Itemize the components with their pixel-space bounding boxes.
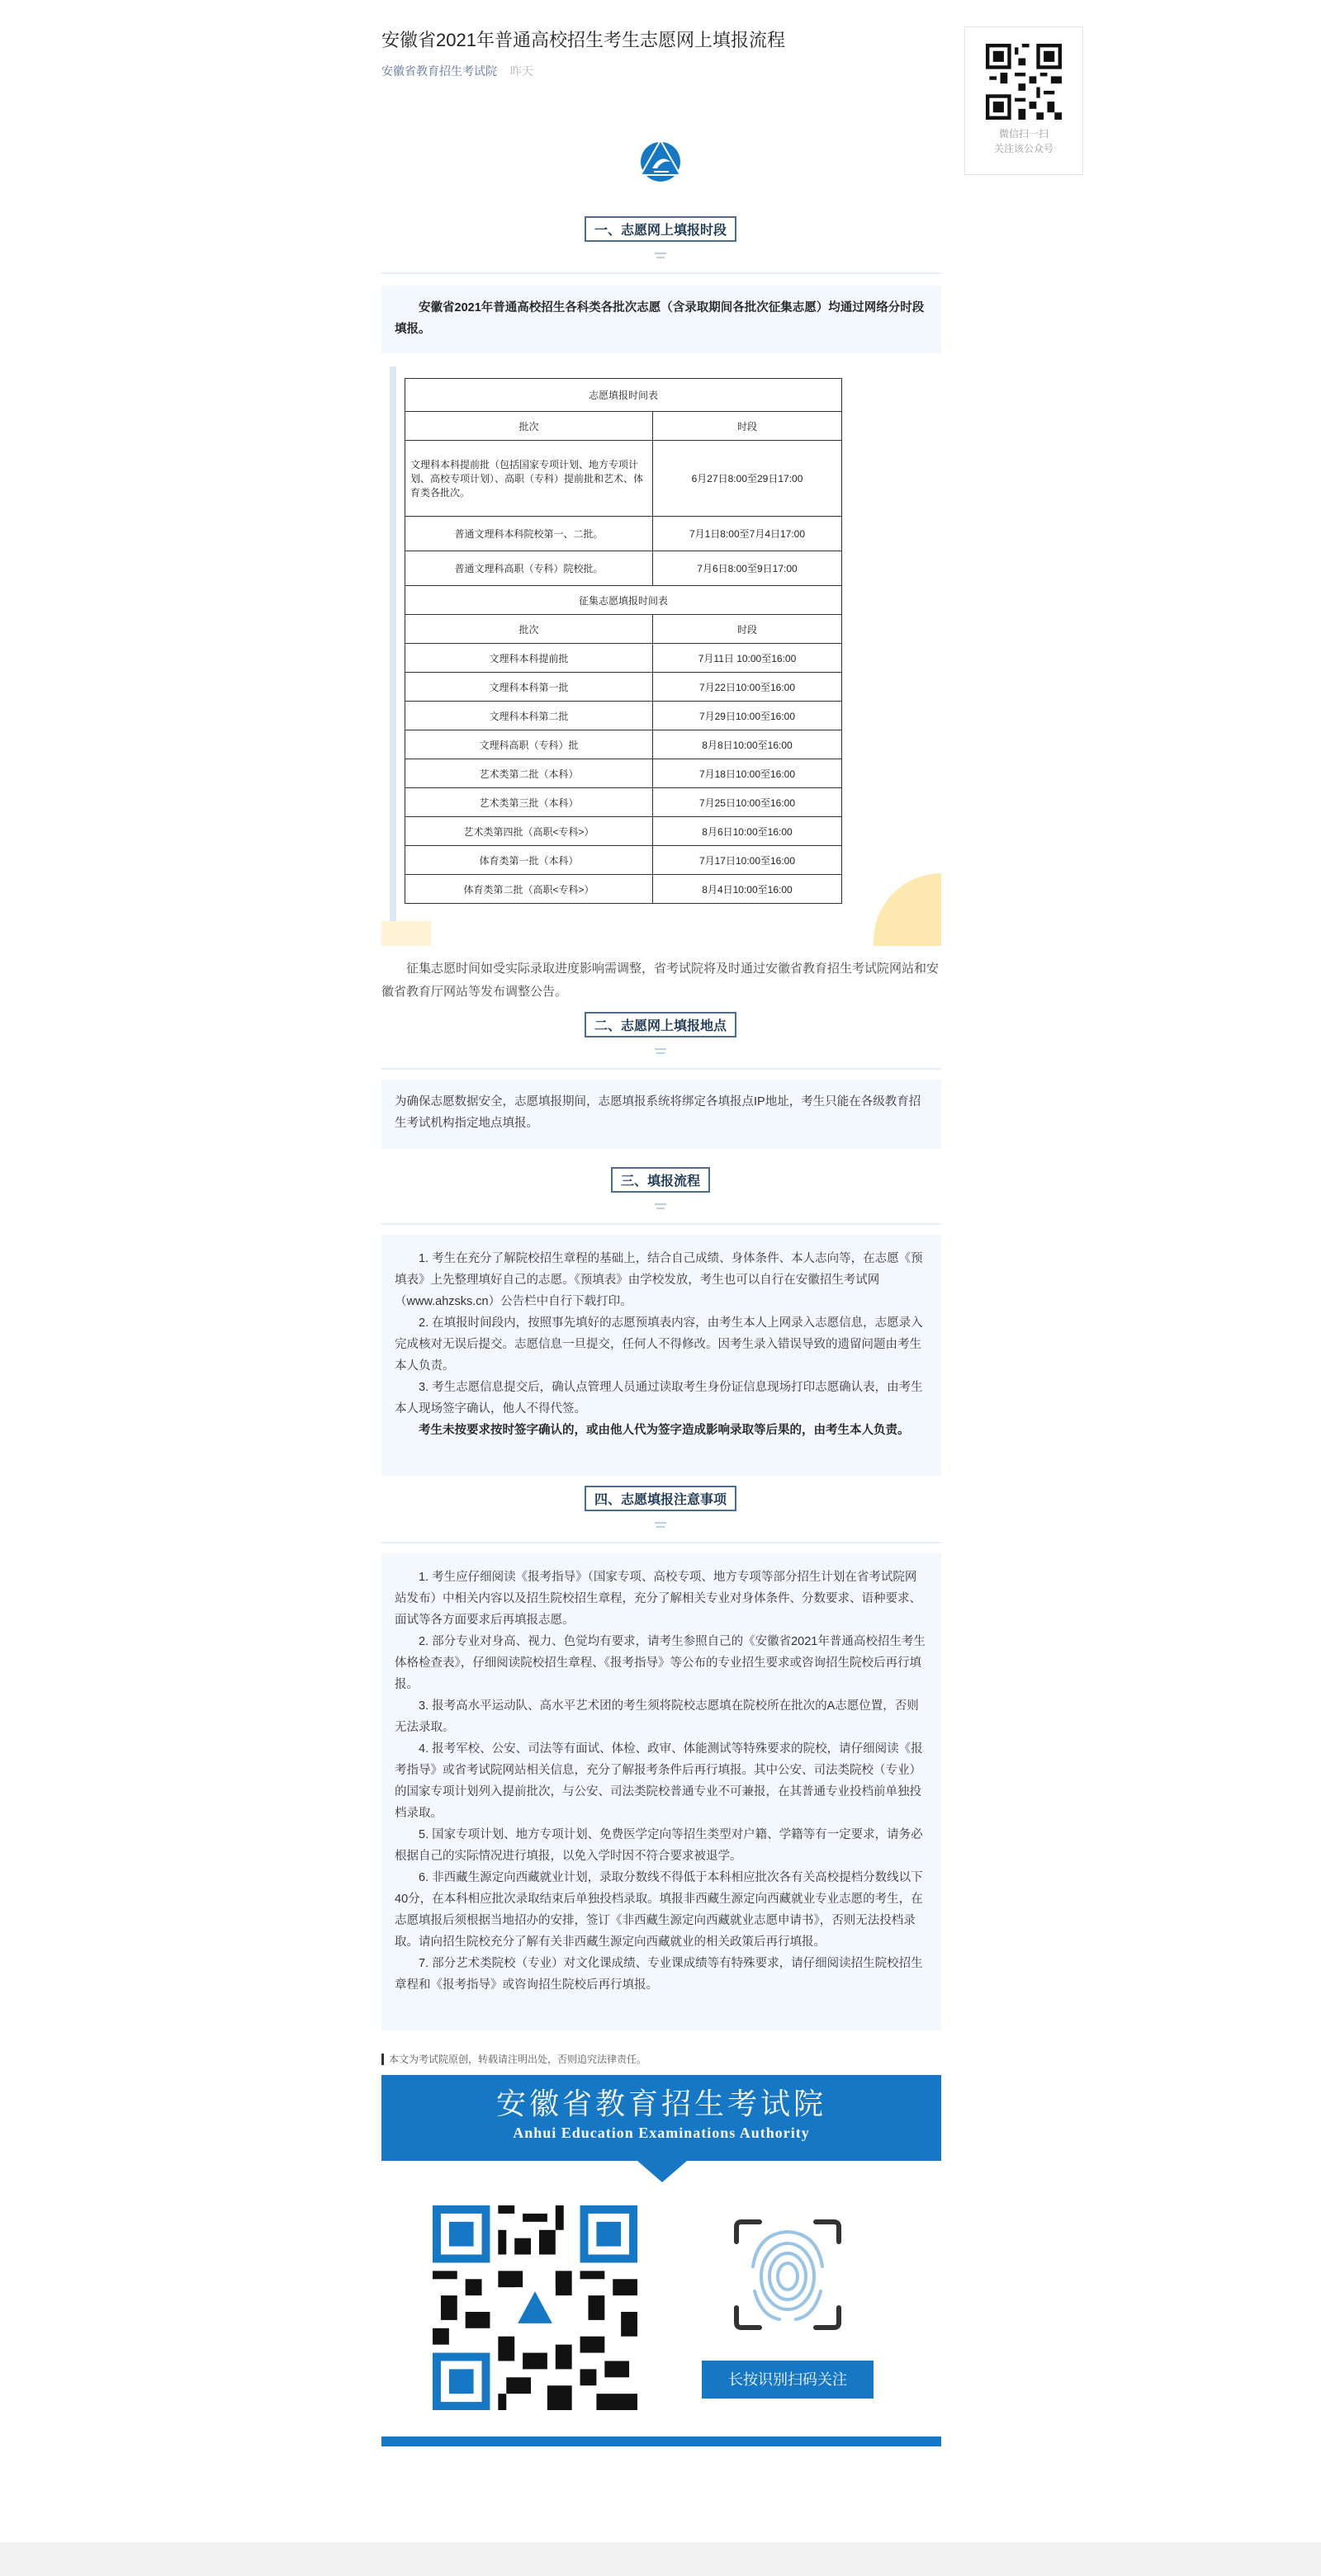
follow-qr-panel (964, 26, 1083, 175)
authority-banner (381, 2075, 941, 2161)
qr-hint-line-1: 微信扫一扫 (998, 128, 1049, 139)
article-meta (381, 63, 533, 79)
author-link[interactable]: 安徽省教育招生考试院 (381, 64, 497, 78)
schedule-image (381, 360, 941, 946)
section-3-step-2: 2. 在填报时间段内，按照事先填好的志愿预填表内容，由考生本人上网录入志愿信息，志愿录入完成核对无误后提交。志愿信息一旦提交，任何人不得修改。因考生录入错误导致的遗留问题由考生本人负责。 (395, 1316, 923, 1373)
table-cell-time: 7月1日8:00至7月4日17:00 (653, 517, 842, 551)
notice-item: 6. 非西藏生源定向西藏就业计划，录取分数线不得低于本科相应批次各有关高校提档分数线以下40分，在本科相应批次录取结束后单独投档录取。填报非西藏生源定向西藏就业专业志愿的考生，在志愿填报后须根据当地招办的安排，签订《非西藏生源定向西藏就业志愿申请书》，否则无法投档录取。请向招生院校充分了解有关非西藏生源定向西藏就业的相关政策后再行填报。 (395, 1871, 923, 1949)
decor-stripe (390, 366, 396, 936)
section-2-text: 为确保志愿数据安全，志愿填报期间，志愿填报系统将绑定各填报点IP地址，考生只能在各级教育招生考试机构指定地点填报。 (395, 1095, 921, 1130)
section-1-rule (381, 272, 941, 274)
section-divider-icon (648, 1520, 673, 1531)
section-1-title: 一、志愿网上填报时段 (585, 216, 736, 242)
section-1-note: 征集志愿时间如受实际录取进度影响需调整，省考试院将及时通过安徽省教育招生考试院网站和安徽省教育厅网站等发布调整公告。 (381, 962, 940, 999)
notice-item: 7. 部分艺术类院校（专业）对文化课成绩、专业课成绩等有特殊要求，请仔细阅读招生院校招生章程和《报考指导》或咨询招生院校后再行填报。 (395, 1957, 923, 1992)
notice-item: 3. 报考高水平运动队、高水平艺术团的考生须将院校志愿填在院校所在批次的A志愿位置，否则无法录取。 (395, 1699, 919, 1734)
table-cell-time: 7月25日10:00至16:00 (653, 788, 842, 817)
table-cell-time: 6月27日8:00至29日17:00 (653, 441, 842, 517)
table-cell-batch: 文理科本科提前批（包括国家专项计划、地方专项计划、高校专项计划）、高职（专科）提前批和艺术、体育类各批次。 (405, 441, 653, 517)
qr-code-icon (986, 44, 1062, 120)
table-cell-batch: 普通文理科本科院校第一、二批。 (405, 517, 653, 551)
fingerprint-icon (730, 2217, 845, 2333)
table-cell-batch: 体育类第一批（本科） (405, 846, 653, 875)
schedule-table (405, 378, 842, 904)
section-1-header (0, 216, 1321, 262)
table-cell-time: 8月8日10:00至16:00 (653, 730, 842, 759)
schedule-caption-1: 志愿填报时间表 (405, 379, 842, 412)
notice-item: 1. 考生应仔细阅读《报考指导》（国家专项、高校专项、地方专项等部分招生计划在省考试院网站发布）中相关内容以及招生院校招生章程，充分了解相关专业对身体条件、分数要求、语种要求、面试等各方面要求后再填报志愿。 (395, 1571, 921, 1627)
notice-item: 5. 国家专项计划、地方专项计划、免费医学定向等招生类型对户籍、学籍等有一定要求，请务必根据自己的实际情况进行填报，以免入学时因不符合要求被退学。 (395, 1828, 923, 1863)
table-cell-time: 7月11日 10:00至16:00 (653, 644, 842, 673)
section-1-intro-panel (381, 286, 941, 353)
section-3-step-1: 1. 考生在充分了解院校招生章程的基础上，结合自己成绩、身体条件、本人志向等，在志愿《预填表》上先整理填好自己的志愿。《预填表》由学校发放，考生也可以自行在安徽招生考试网（www.ahzsks.cn）公告栏中自行下载打印。 (395, 1252, 923, 1308)
official-qr-code[interactable] (433, 2205, 637, 2410)
notice-item: 4. 报考军校、公安、司法等有面试、体检、政审、体能测试等特殊要求的院校，请仔细阅读《报考指导》或省考试院网站相关信息，充分了解报考条件后再行填报。其中公安、司法类院校（专业）的国家专项计划列入提前批次，与公安、司法类院校普通专业不可兼报，在其普通专业投档前单独投档录取。 (395, 1742, 923, 1820)
table-cell-time: 7月6日8:00至9日17:00 (653, 551, 842, 586)
col-header-time: 时段 (653, 412, 842, 441)
section-3-step-3: 3. 考生志愿信息提交后，确认点管理人员通过读取考生身份证信息现场打印志愿确认表，由考生本人现场签字确认，他人不得代签。 (395, 1381, 923, 1416)
table-cell-batch: 艺术类第四批（高职<专科>） (405, 817, 653, 846)
banner-title-en: Anhui Education Examinations Authority (513, 2125, 810, 2141)
table-cell-time: 8月4日10:00至16:00 (653, 875, 842, 904)
section-4-rule (381, 1542, 941, 1543)
page-footer-bar (0, 2542, 1321, 2576)
table-cell-batch: 文理科本科第一批 (405, 673, 653, 702)
follow-button[interactable]: 长按识别扫码关注 (702, 2361, 874, 2399)
section-divider-icon (648, 1046, 673, 1057)
table-cell-batch: 文理科高职（专科）批 (405, 730, 653, 759)
col-header-batch: 批次 (405, 412, 653, 441)
notice-item: 2. 部分专业对身高、视力、色觉均有要求，请考生参照自己的《安徽省2021年普通高校招生考生体格检查表》，仔细阅读院校招生章程、《报考指导》等公布的专业招生要求或咨询招生院校后再行填报。 (395, 1635, 926, 1691)
section-1-intro: 安徽省2021年普通高校招生各科类各批次志愿（含录取期间各批次征集志愿）均通过网络分时段填报。 (395, 301, 925, 336)
qr-hint-line-2: 关注该公众号 (993, 143, 1053, 154)
publish-date: 昨天 (509, 64, 533, 78)
section-3-header (0, 1167, 1321, 1212)
table-cell-time: 7月17日10:00至16:00 (653, 846, 842, 875)
section-3-panel (381, 1235, 941, 1476)
section-divider-icon (648, 250, 673, 262)
table-cell-time: 7月22日10:00至16:00 (653, 673, 842, 702)
decor-corner-right (874, 873, 941, 946)
table-cell-batch: 体育类第二批（高职<专科>） (405, 875, 653, 904)
col-header-batch: 批次 (405, 615, 653, 644)
schedule-caption-2: 征集志愿填报时间表 (405, 586, 842, 615)
section-3-title: 三、填报流程 (611, 1167, 710, 1193)
table-cell-batch: 普通文理科高职（专科）院校批。 (405, 551, 653, 586)
section-2-title: 二、志愿网上填报地点 (585, 1012, 736, 1037)
table-cell-batch: 艺术类第二批（本科） (405, 759, 653, 788)
table-cell-time: 8月6日10:00至16:00 (653, 817, 842, 846)
col-header-time: 时段 (653, 615, 842, 644)
section-2-header (0, 1012, 1321, 1057)
section-4-panel (381, 1553, 941, 2030)
section-3-rule (381, 1223, 941, 1225)
section-divider-icon (648, 1201, 673, 1212)
table-cell-batch: 文理科本科提前批 (405, 644, 653, 673)
authority-logo-icon (636, 137, 685, 183)
section-2-rule (381, 1068, 941, 1070)
table-cell-batch: 艺术类第三批（本科） (405, 788, 653, 817)
section-2-panel (381, 1080, 941, 1149)
section-4-title: 四、志愿填报注意事项 (585, 1486, 736, 1511)
decor-corner-left (381, 921, 431, 946)
copyright-note: 本文为考试院原创，转载请注明出处，否则追究法律责任。 (381, 2054, 646, 2065)
table-cell-batch: 文理科本科第二批 (405, 702, 653, 730)
banner-title-zh: 安徽省教育招生考试院 (495, 2087, 826, 2121)
section-4-header (0, 1486, 1321, 1531)
section-3-warning: 考生未按要求按时签字确认的，或由他人代为签字造成影响录取等后果的，由考生本人负责。 (419, 1424, 910, 1437)
article-title: 安徽省2021年普通高校招生考生志愿网上填报流程 (381, 30, 785, 50)
banner-arrow (637, 2161, 687, 2182)
table-cell-time: 7月29日10:00至16:00 (653, 702, 842, 730)
banner-bottom-bar (381, 2437, 941, 2446)
table-cell-time: 7月18日10:00至16:00 (653, 759, 842, 788)
